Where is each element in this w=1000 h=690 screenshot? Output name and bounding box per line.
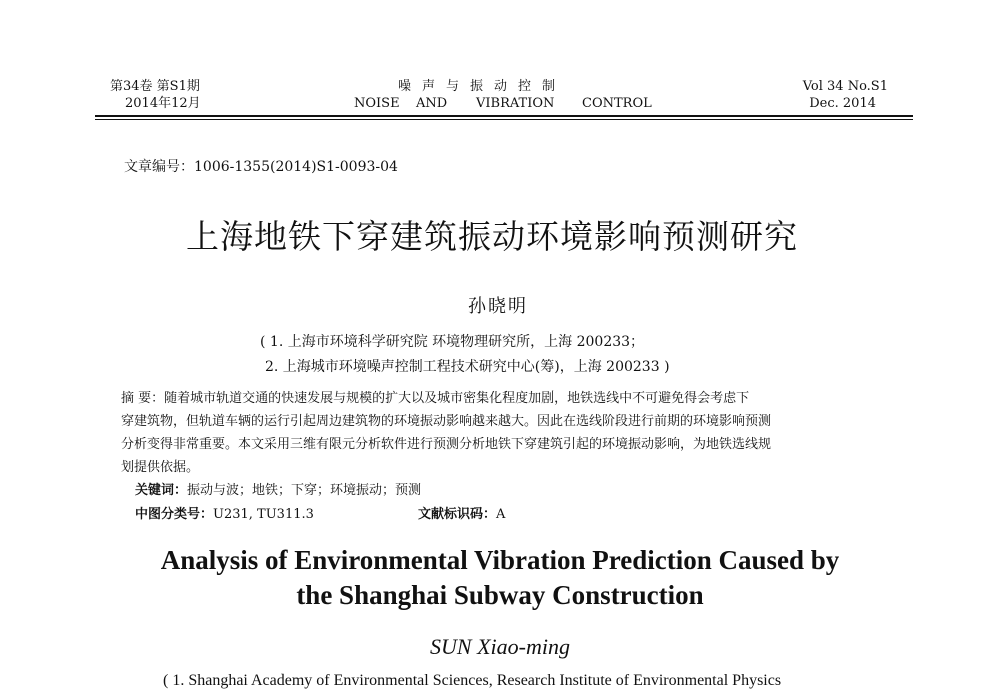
author-en: SUN Xiao-ming [430, 634, 570, 659]
date-en: Dec. 2014 [809, 96, 876, 111]
classification-value: U231, TU311.3 [213, 507, 314, 522]
abstract-cn-line-3: 分析变得非常重要。本文采用三维有限元分析软件进行预测分析地铁下穿建筑引起的环境振动影响，为地铁选线规 [121, 437, 772, 452]
journal-name-en-3: VIBRATION [476, 96, 555, 111]
author-cn: 孙晓明 [468, 296, 528, 317]
title-cn: 上海地铁下穿建筑振动环境影响预测研究 [186, 217, 798, 256]
abstract-cn-line-2: 穿建筑物，但轨道车辆的运行引起周边建筑物的环境振动影响越来越大。因此在选线阶段进行前期的环境影响预测 [121, 414, 772, 429]
classification-number [135, 505, 314, 525]
journal-name-en-1: NOISE [354, 96, 400, 111]
affiliation-cn-2: 2. 上海城市环境噪声控制工程技术研究中心(筹)，上海 200233 ) [265, 359, 670, 375]
publication-date: 2014年12月 [125, 96, 201, 111]
journal-name-en-4: CONTROL [582, 96, 652, 111]
keywords-cn [135, 481, 421, 501]
title-en-line-1: Analysis of Environmental Vibration Prediction Caused by [160, 545, 840, 575]
classification-label: 中图分类号： [135, 507, 214, 522]
affiliation-cn-1: ( 1. 上海市环境科学研究院 环境物理研究所，上海 200233； [260, 334, 645, 350]
document-code [418, 505, 505, 525]
abstract-cn-line-4: 划提供依据。 [121, 460, 200, 475]
header-rule-thick [95, 115, 913, 117]
volume-issue: 第34卷 第S1期 [110, 79, 200, 94]
journal-name-en-2: AND [416, 96, 448, 111]
article-number: 文章编号：1006-1355(2014)S1-0093-04 [124, 159, 398, 175]
header-rule-thin [95, 119, 913, 120]
abstract-cn-line-1: 摘 要：随着城市轨道交通的快速发展与规模的扩大以及城市密集化程度加剧，地铁选线中不可避免得会考虑下 [121, 391, 750, 406]
title-en-line-2: the Shanghai Subway Construction [296, 580, 704, 610]
affiliation-en: ( 1. Shanghai Academy of Environmental Sciences, Research Institute of Environmental Physics [163, 672, 782, 689]
journal-name-cn: 噪声与振动控制 [398, 79, 567, 94]
keywords-text: 振动与波；地铁；下穿；环境振动；预测 [187, 483, 422, 498]
document-code-value: A [496, 507, 506, 522]
keywords-label: 关键词： [135, 483, 188, 498]
document-code-label: 文献标识码： [418, 507, 497, 522]
volume-number-en: Vol 34 No.S1 [802, 79, 888, 94]
